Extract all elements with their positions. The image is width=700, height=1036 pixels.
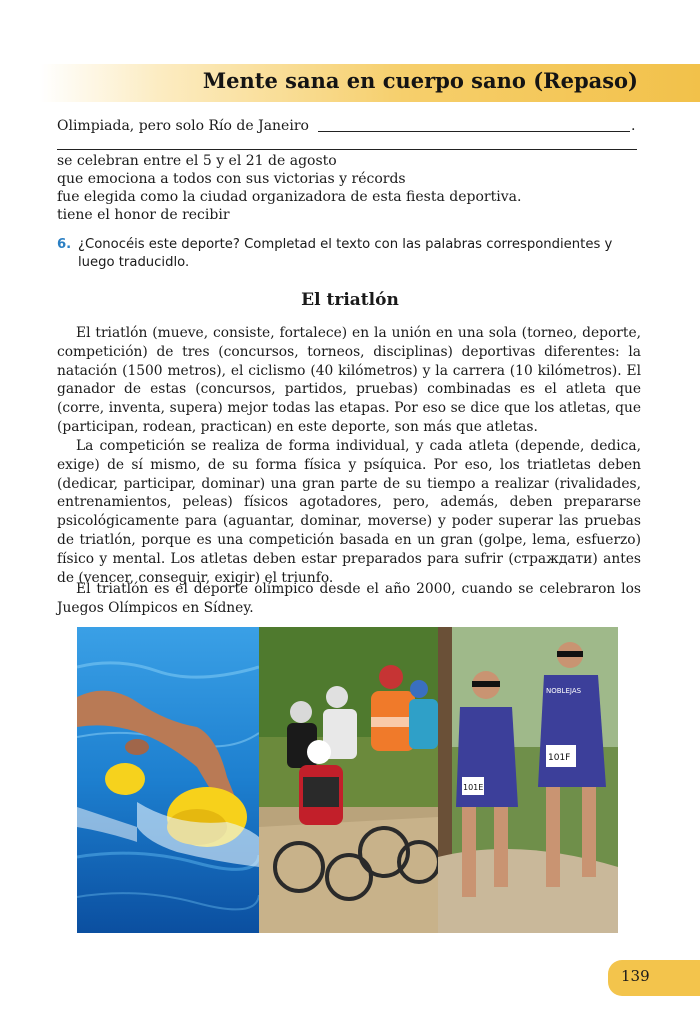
task-instruction: ¿Conocéis este deporte? Completad el texto con las palabras correspondientes y luego traducidlo.	[78, 237, 613, 270]
page-title: Mente sana en cuerpo sano (Repaso)	[202, 68, 638, 93]
task-6	[57, 236, 642, 272]
reading-paragraph-3: El triatlón es el deporte olímpico desde el año 2000, cuando se celebraron los Juegos Olímpicos en Sídney.	[57, 581, 641, 616]
page-number: 139	[621, 967, 650, 985]
reading-paragraph-1: El triatlón (mueve, consiste, fortalece) en la unión en una sola (torneo, deporte, competición) de tres (concursos, torneos, disciplinas) deportivas diferentes: la natación (1500 metros), el ciclismo (40 kilómetros) y la carrera (10 kilómetros). El ganador de estas (concursos, partidos, pruebas) combinadas es el atleta que (corre, inventa, supera) mejor todas las etapas. Por eso se dice que los atletas, que (participan, rodean, practican) en este deporte, son más que atletas.	[57, 325, 641, 435]
reading-title: El triatlón	[301, 290, 399, 310]
exercise-line-end: .	[631, 118, 636, 134]
reading-paragraph-2: La competición se realiza de forma individual, y cada atleta (depende, dedica, exige) de sí mismo, de su forma física y psíquica. Por eso, los triatletas deben (dedicar, participar, dominar) una gran parte de su tiempo a realizar (rivalidades, entrenamientos, peleas) físicos agotadores, pero, además, deben prepararse psicológicamente para (aguantar, dominar, moverse) y poder superar las pruebas de triatlón, porque es una competición basada en un gran (golpe, lema, esfuerzo) físico y mental. Los atletas deben estar preparados para sufrir (страждати) antes de (vencer, conseguir, exigir) el triunfo.	[57, 438, 641, 586]
task-number: 6.	[57, 237, 72, 252]
runner-bib-2: 101F	[548, 753, 571, 763]
exercise-option-1: se celebran entre el 5 y el 21 de agosto	[57, 153, 337, 169]
exercise-option-3: fue elegida como la ciudad organizadora de esta fiesta deportiva.	[57, 189, 522, 205]
runners-photo	[438, 627, 618, 933]
answer-line	[318, 131, 630, 132]
runner-bib-1: 101E	[463, 783, 484, 792]
runner-jersey-text: NOBLEJAS	[546, 687, 582, 695]
exercise-option-4: tiene el honor de recibir	[57, 207, 230, 223]
answer-line-full	[57, 149, 637, 150]
exercise-line-1: Olimpiada, pero solo Río de Janeiro	[57, 118, 309, 134]
swimmer-photo	[77, 627, 259, 933]
cyclists-photo	[259, 627, 438, 933]
exercise-option-2: que emociona a todos con sus victorias y récords	[57, 171, 406, 187]
